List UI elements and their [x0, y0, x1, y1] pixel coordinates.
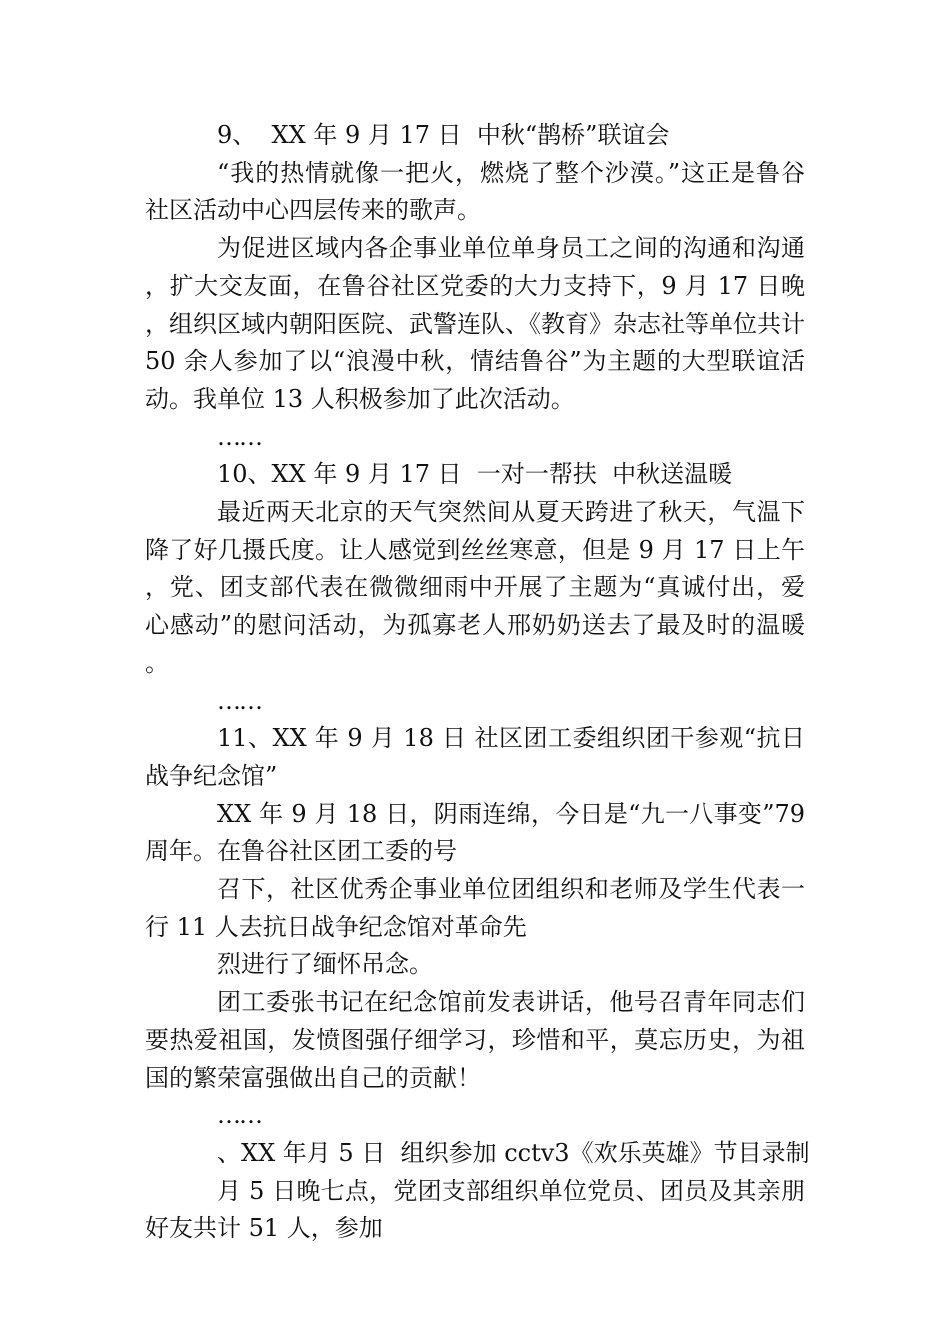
paragraph: XX 年 9 月 18 日，阴雨连绵，今日是“九一八事变”79 周年。在鲁谷社区团工委的号	[145, 799, 805, 866]
section-heading-9: 9、 XX 年 9 月 17 日 中秋“鹊桥”联谊会	[217, 121, 670, 149]
paragraph: 团工委张书记在纪念馆前发表讲话，他号召青年同志们要热爱祖国，发愤图强仔细学习，珍惜和平，莫忘历史，为祖国的繁荣富强做出自己的贡献！	[145, 988, 805, 1092]
paragraph: 烈进行了缅怀吊念。	[217, 950, 433, 979]
section-heading-11: 11、XX 年 9 月 18 日 社区团工委组织团干参观“抗日战争纪念馆”	[145, 724, 805, 790]
ellipsis: ……	[217, 422, 261, 451]
paragraph: 最近两天北京的天气突然间从夏天跨进了秋天，气温下降了好几摄氏度。让人感觉到丝丝寒意，但是 9 月 17 日上午，党、团支部代表在微微细雨中开展了主题为“真诚付出，爱心感动”的慰问活动，为孤寡老人邢奶奶送去了最及时的温暖。	[145, 498, 805, 677]
paragraph: “我的热情就像一把火，燃烧了整个沙漠。”这正是鲁谷社区活动中心四层传来的歌声。	[145, 158, 805, 225]
paragraph: 月 5 日晚七点，党团支部组织单位党员、团员及其亲朋好友共计 51 人，参加	[145, 1176, 805, 1243]
ellipsis: ……	[217, 1101, 261, 1130]
ellipsis: ……	[217, 686, 261, 715]
document-page	[145, 117, 810, 1248]
section-heading-10: 10、XX 年 9 月 17 日 一对一帮扶 中秋送温暖	[217, 460, 733, 489]
paragraph: 召下，社区优秀企事业单位团组织和老师及学生代表一行 11 人去抗日战争纪念馆对革命先	[145, 875, 805, 941]
paragraph: 为促进区域内各企事业单位单身员工之间的沟通和沟通，扩大交友面，在鲁谷社区党委的大力支持下，9 月 17 日晚，组织区域内朝阳医院、武警连队、《教育》杂志社等单位共计 50 余人参加了以“浪漫中秋，情结鲁谷”为主题的大型联谊活动。我单位 13 人积极参加了此次活动。	[145, 234, 805, 413]
section-heading-12: 、XX 年月 5 日 组织参加 cctv3《欢乐英雄》节目录制	[217, 1138, 810, 1167]
